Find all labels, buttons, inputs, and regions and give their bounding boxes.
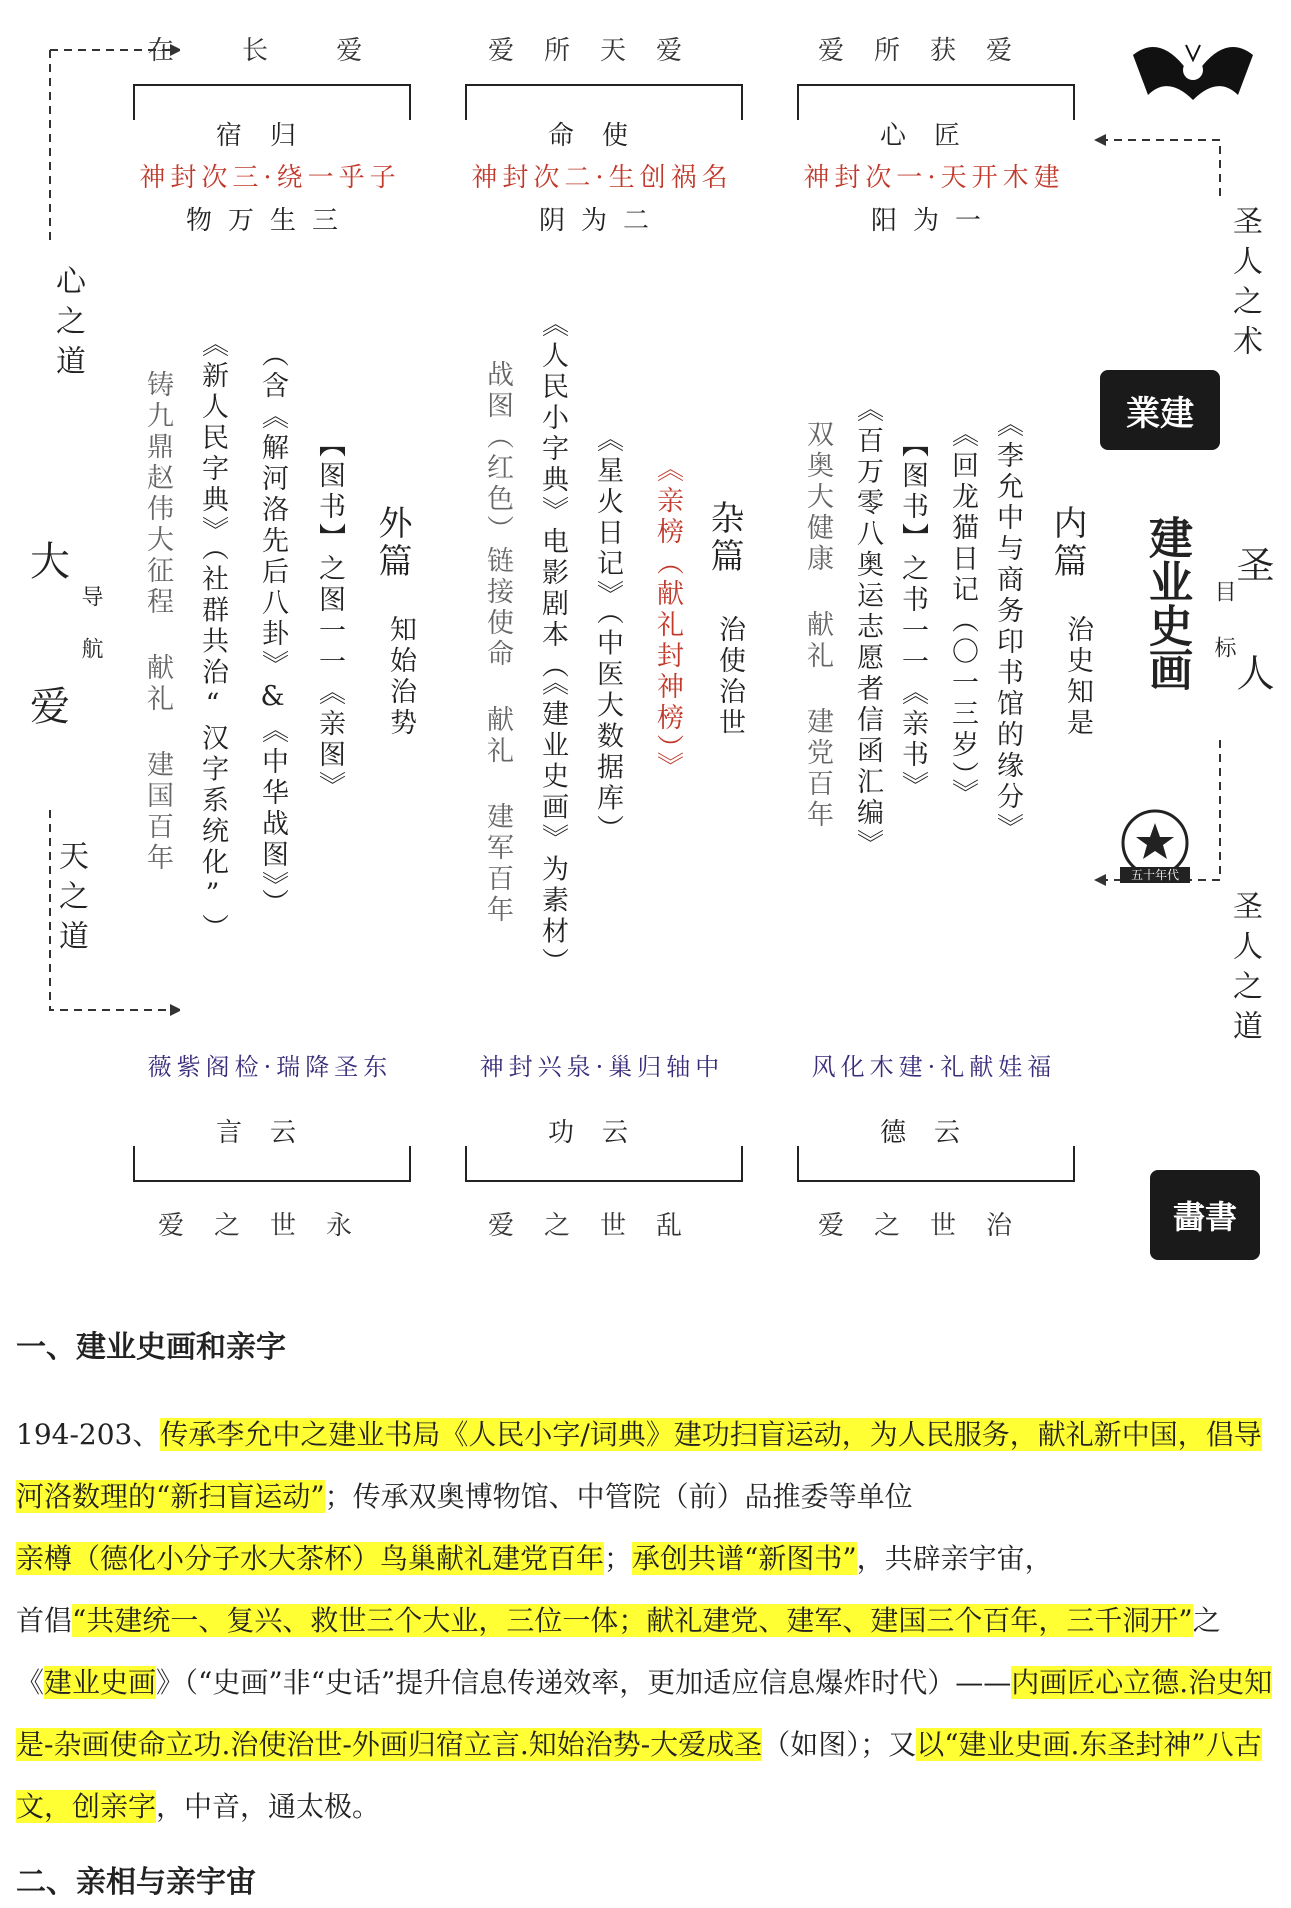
outer-motto: 知始治势	[385, 615, 416, 739]
middle-motto: 治使治世	[714, 615, 745, 739]
outer-line-4: 铸九鼎赵伟大征程 献礼 建国百年	[142, 370, 173, 874]
section-heading-1: 一、建业史画和亲字	[16, 1330, 286, 1365]
right-side-mid: 圣人	[1230, 545, 1274, 761]
para-number: 194-203、	[16, 1418, 161, 1451]
badge-text: 五十年代	[1130, 868, 1179, 882]
right-side-bottom: 圣人之道	[1227, 890, 1262, 1050]
col-head-right: 心匠	[879, 121, 988, 151]
left-side-da: 大	[30, 539, 70, 585]
para-hl-4: “共建统一、复兴、救世三个大业，三位一体；献礼建党、建军、建国三个百年，三千洞开”	[72, 1604, 1193, 1637]
col-yun-left: 言云	[215, 1118, 324, 1148]
outer-line-1: 【图书】之图一一《亲图》	[314, 430, 345, 802]
top-label-middle: 爱所天爱	[487, 36, 712, 66]
bottom-label-right: 爱之世治	[817, 1211, 1042, 1241]
col-purple-right: 风化木建·礼献娃福	[811, 1053, 1057, 1081]
para-text-8: ，中音，通太极。	[156, 1790, 381, 1823]
right-side-target: 目标	[1211, 580, 1236, 692]
col-purple-middle: 神封兴泉·巢归轴中	[479, 1053, 725, 1081]
inner-line-1: 《李允中与商务印书馆的缘分》	[992, 410, 1023, 844]
top-label-right: 爱所获爱	[817, 36, 1042, 66]
fifties-badge-icon	[1110, 805, 1200, 885]
inner-motto: 治史知是	[1062, 615, 1093, 739]
para-hl-3: 承创共谱“新图书”	[632, 1542, 857, 1575]
para-hl-7: 以“建业史画.东圣封神”八古文，创亲字	[16, 1728, 1262, 1823]
center-title: 建业史画	[1141, 515, 1192, 691]
left-side-top: 心之道	[50, 265, 85, 385]
para-hl-5: 建业史画	[44, 1666, 157, 1699]
section-heading-2: 二、亲相与亲宇宙	[16, 1865, 256, 1900]
bottom-label-middle: 爱之世乱	[487, 1211, 712, 1241]
para-text-1: ；传承双奥博物馆、中管院（前）品推委等单位	[324, 1480, 913, 1513]
para-text-2: ；	[604, 1542, 633, 1575]
outer-line-3: 《新人民字典》（社群共治“汉字系统化”）	[197, 330, 228, 945]
middle-line-4: 战图（红色）链接使命 献礼 建军百年	[482, 360, 513, 926]
col-yun-middle: 功云	[547, 1118, 656, 1148]
inner-line-3: 【图书】之书一一《亲书》	[897, 430, 928, 802]
inner-line-5: 双奥大健康 献礼 建党百年	[802, 420, 833, 831]
left-side-nav: 导航	[78, 585, 103, 689]
top-label-left: 在 长 爱	[147, 36, 393, 66]
para-text-3: ，共辟亲宇宙，	[856, 1542, 1053, 1575]
para-text-4: 首倡	[16, 1604, 73, 1637]
para-hl-1: 传承李允中之建业书局《人民小字/词典》建功扫盲运动，为人民服务，献礼新中国，倡导河洛数理的“新扫盲运动”	[16, 1418, 1262, 1513]
outer-line-2: （含《解河洛先后八卦》&《中华战图》）	[257, 340, 288, 920]
col-head-left: 宿归	[215, 121, 324, 151]
right-side-top: 圣人之术	[1227, 205, 1262, 365]
col-red-left: 神封次三·绕一乎子	[139, 163, 401, 193]
para-hl-6: 内画匠心立德.治史知是-杂画使命立功.治使治世-外画归宿立言.知始治势-大爱成圣	[16, 1666, 1273, 1761]
bottom-label-left: 爱之世永	[157, 1211, 382, 1241]
middle-title: 杂篇	[704, 500, 744, 576]
inner-line-4: 《百万零八奥运志愿者信函汇编》	[852, 395, 883, 860]
body-paragraph	[16, 1404, 1276, 1838]
bottom-bracket-left	[133, 1146, 411, 1182]
col-red-right: 神封次一·天开木建	[803, 163, 1065, 193]
col-sub-left: 物万生三	[185, 206, 354, 236]
col-sub-middle: 阴为二	[538, 206, 665, 236]
middle-line-1: 《亲榜（献礼封神榜）》	[652, 455, 683, 783]
book-logo-icon: 畵書	[1150, 1170, 1260, 1260]
col-red-middle: 神封次二·生创祸名	[471, 163, 733, 193]
left-side-bottom: 天之道	[53, 840, 88, 960]
bat-emblem-icon	[1128, 35, 1258, 105]
middle-line-2: 《星火日记》（中医大数据库）	[592, 425, 623, 846]
para-text-7: （如图）；又	[762, 1728, 917, 1761]
col-yun-right: 德云	[879, 1118, 988, 1148]
bottom-bracket-right	[797, 1146, 1075, 1182]
para-text-6: 》（“史画”非“史话”提升信息传递效率，更加适应信息爆炸时代）——	[156, 1666, 1012, 1699]
col-head-middle: 命使	[547, 121, 656, 151]
left-side-ai: 爱	[30, 684, 70, 730]
para-hl-2: 亲樽（德化小分子水大茶杯）鸟巢献礼建党百年	[16, 1542, 605, 1575]
outer-title: 外篇	[372, 505, 412, 581]
inner-line-2: 《回龙猫日记（〇一三岁）》	[947, 420, 978, 810]
para-text-5: 之《	[16, 1604, 1221, 1699]
bottom-bracket-middle	[465, 1146, 743, 1182]
inner-title: 内篇	[1047, 505, 1087, 581]
middle-line-3: 《人民小字典》电影剧本（《建业史画》为素材）	[537, 310, 568, 979]
jianye-logo-icon: 業建	[1100, 370, 1220, 450]
col-sub-right: 阳为一	[870, 206, 997, 236]
col-purple-left: 薇紫阁检·瑞降圣东	[147, 1053, 393, 1081]
